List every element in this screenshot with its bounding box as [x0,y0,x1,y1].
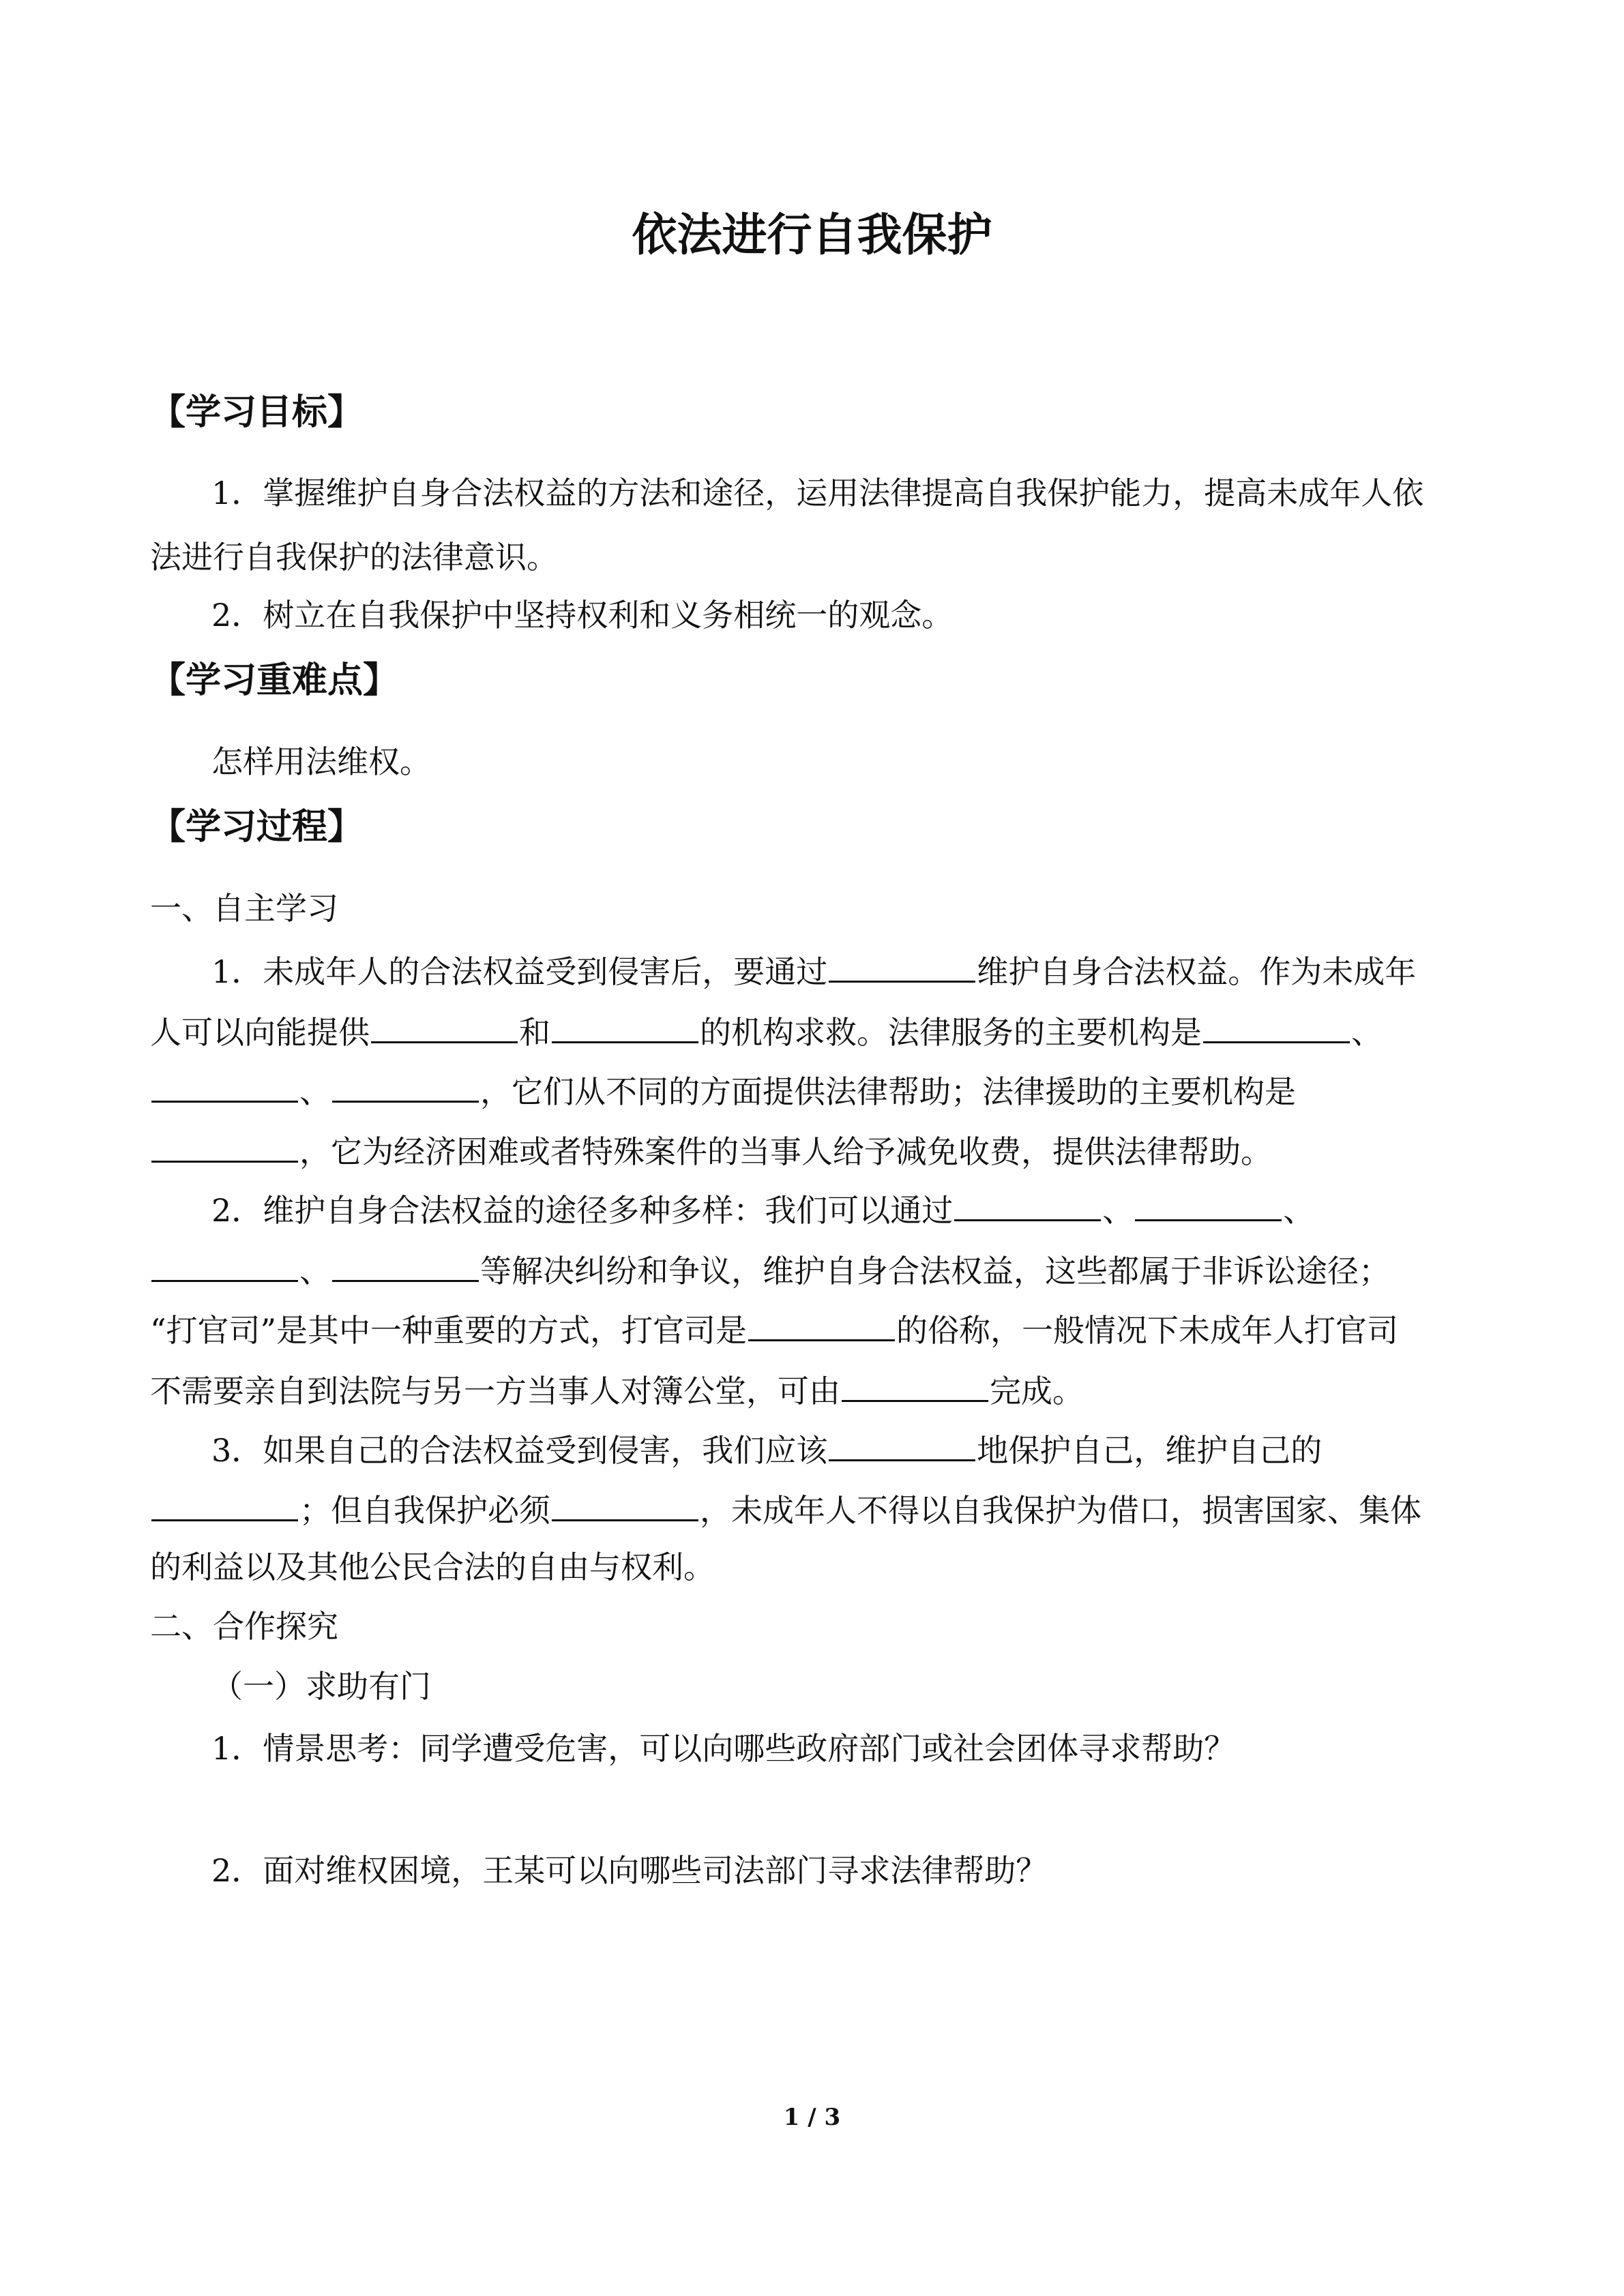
key-points-text: 怎样用法维权。 [211,743,431,780]
q3-text: ，未成年人不得以自我保护为借口，损害国家、集体 [700,1492,1421,1529]
q2-text: 完成。 [990,1373,1084,1410]
page-title: 依法进行自我保护 [632,209,992,261]
answer-blank[interactable] [1135,1187,1282,1221]
section-heading-process: 【学习过程】 [150,807,364,848]
q3-text: ；但自我保护必须 [299,1492,550,1529]
answer-blank[interactable] [954,1187,1101,1221]
section-heading-key-points: 【学习重难点】 [150,660,399,701]
q2-text: 2．维护自身合法权益的途径多种多样：我们可以通过 [211,1192,954,1229]
part2-subheading: （一）求助有门 [211,1668,431,1705]
answer-blank[interactable] [552,1487,698,1521]
q3-line-1 [211,1427,1322,1471]
q3-text: 地保护自己，维护自己的 [977,1432,1323,1469]
part2-heading: 二、合作探究 [150,1608,338,1645]
q1-text: 维护自身合法权益。作为未成年 [977,953,1417,990]
q1-line-2 [150,1009,1383,1053]
q2-line-4 [150,1367,1084,1412]
q3-line-2 [150,1487,1421,1531]
goal-2: 2．树立在自我保护中坚持权利和义务相统一的观念。 [211,597,954,633]
q2-text: 的俗称，一般情况下未成年人打官司 [896,1312,1399,1349]
q1-text: ，它们从不同的方面提供法律帮助；法律援助的主要机构是 [480,1073,1296,1110]
page-number: 1 / 3 [783,2104,841,2131]
q1-line-1 [211,948,1416,992]
answer-blank[interactable] [1203,1009,1350,1043]
answer-blank[interactable] [842,1367,988,1402]
answer-blank[interactable] [371,1009,518,1043]
q1-text: 和 [519,1014,550,1051]
part1-heading: 一、自主学习 [150,890,338,927]
q2-text: 不需要亲自到法院与另一方当事人对簿公堂，可由 [150,1373,840,1410]
q1-text: 、 [299,1073,331,1110]
q2-line-1 [211,1187,1314,1231]
answer-blank[interactable] [151,1068,298,1103]
part2-question-2: 2．面对维权困境，王某可以向哪些司法部门寻求法律帮助？ [211,1852,1048,1889]
q2-text: “打官司”是其中一种重要的方式，打官司是 [150,1312,748,1349]
section-heading-goals: 【学习目标】 [150,392,364,433]
q3-line-3: 的利益以及其他公民合法的自由与权利。 [150,1549,715,1585]
q1-text: 、 [1351,1014,1383,1051]
part2-question-1: 1．情景思考：同学遭受危害，可以向哪些政府部门或社会团体寻求帮助？ [211,1730,1236,1767]
q1-line-4 [150,1128,1272,1172]
q2-text: 、 [1102,1192,1134,1229]
answer-blank[interactable] [552,1009,698,1043]
answer-blank[interactable] [151,1247,298,1282]
answer-blank[interactable] [151,1128,298,1163]
goal-1-line-1: 1．掌握维护自身合法权益的方法和途径，运用法律提高自我保护能力，提高未成年人依 [211,475,1424,511]
answer-blank[interactable] [151,1487,298,1521]
q1-text: 人可以向能提供 [150,1014,370,1051]
answer-blank[interactable] [332,1247,479,1282]
answer-blank[interactable] [829,1427,975,1461]
q1-text: ，它为经济困难或者特殊案件的当事人给予减免收费，提供法律帮助。 [299,1133,1272,1170]
goal-1-line-2: 法进行自我保护的法律意识。 [150,539,558,576]
q2-text: 等解决纠纷和争议，维护自身合法权益，这些都属于非诉讼途径； [480,1253,1390,1289]
q2-line-3 [150,1307,1398,1351]
q2-line-2 [150,1247,1390,1292]
answer-blank[interactable] [748,1307,895,1341]
answer-blank[interactable] [332,1068,479,1103]
q3-text: 3．如果自己的合法权益受到侵害，我们应该 [211,1432,828,1469]
q1-text: 1．未成年人的合法权益受到侵害后，要通过 [211,953,828,990]
q1-text: 的机构求救。法律服务的主要机构是 [700,1014,1202,1051]
q2-text: 、 [299,1253,331,1289]
answer-blank[interactable] [829,948,975,983]
q1-line-3 [150,1068,1296,1112]
q2-text: 、 [1283,1192,1315,1229]
